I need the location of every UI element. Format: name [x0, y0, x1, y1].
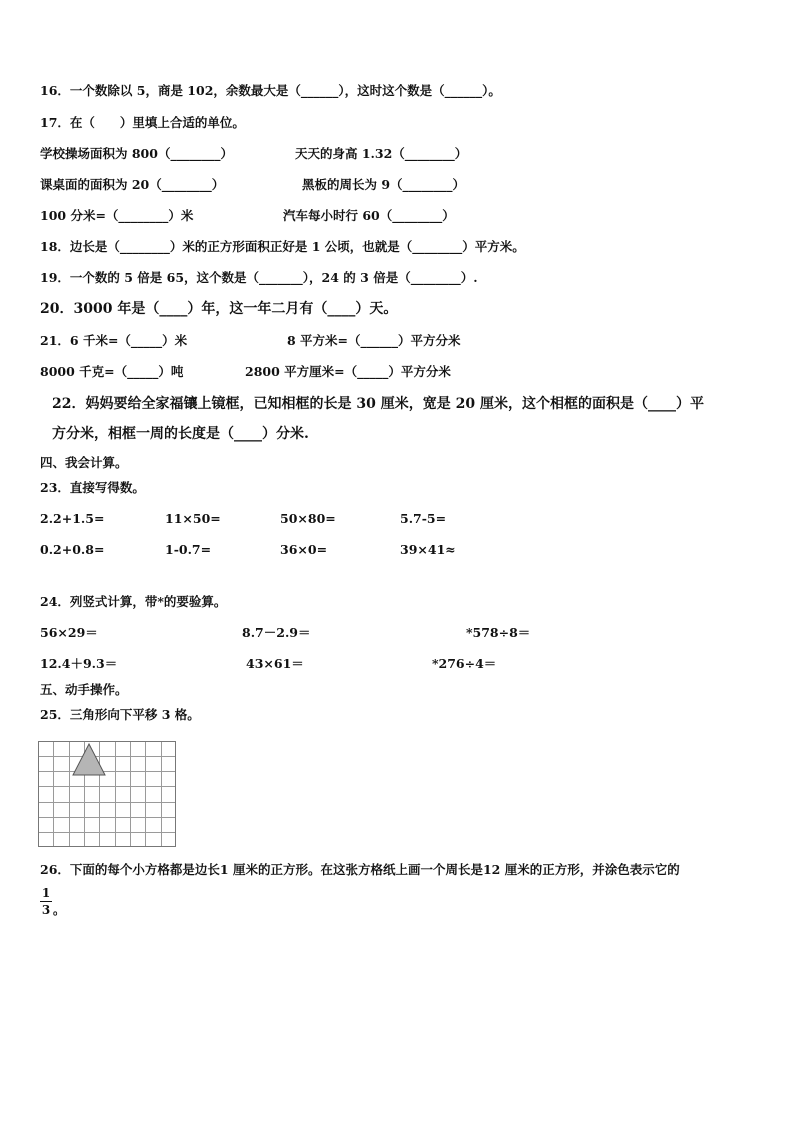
question-17-item: 课桌面的面积为 20（________）: [40, 177, 225, 192]
calc-item: 36×0=: [280, 542, 328, 557]
calc-item: 43×61＝: [246, 656, 304, 671]
calc-item: 8.7－2.9＝: [242, 625, 311, 640]
question-21-item: 2800 平方厘米=（_____）平方分米: [245, 364, 451, 379]
fraction-bar: [40, 901, 52, 902]
section-4-heading: 四、我会计算。: [40, 455, 128, 470]
fraction-one-third: [40, 886, 52, 917]
calc-item: 50×80=: [280, 511, 336, 526]
triangle-shape: [73, 744, 105, 775]
question-21-item: 8 平方米=（______）平方分米: [287, 333, 461, 348]
calc-item: 5.7-5=: [400, 511, 447, 526]
question-17-title: 17．在（ ）里填上合适的单位。: [40, 115, 245, 130]
question-17-item: 学校操场面积为 800（________）: [40, 146, 233, 161]
square-grid: [38, 741, 176, 847]
question-17-item: 黑板的周长为 9（________）: [302, 177, 466, 192]
question-25-title: 25．三角形向下平移 3 格。: [40, 707, 200, 722]
question-18: 18．边长是（________）米的正方形面积正好是 1 公顷，也就是（________）平方米。: [40, 239, 525, 254]
sentence-end: 。: [53, 903, 66, 917]
question-17-item: 汽车每小时行 60（________）: [283, 208, 455, 223]
question-22-line1: 22．妈妈要给全家福镶上镜框，已知相框的长是 30 厘米，宽是 20 厘米，这个相框的面积是（____）平: [52, 396, 704, 412]
question-20: 20．3000 年是（____）年，这一年二月有（____）天。: [40, 301, 398, 317]
calc-item: 1-0.7=: [165, 542, 212, 557]
section-5-heading: 五、动手操作。: [40, 682, 128, 697]
calc-item: *276÷4＝: [432, 656, 497, 671]
calc-item: 2.2+1.5=: [40, 511, 105, 526]
question-21-item: 8000 千克=（_____）吨: [40, 364, 184, 379]
question-16: 16．一个数除以 5，商是 102，余数最大是（______），这时这个数是（______）。: [40, 83, 501, 98]
calc-item: 39×41≈: [400, 542, 456, 557]
question-24-title: 24．列竖式计算，带*的要验算。: [40, 594, 227, 609]
fraction-numerator: 1: [41, 886, 51, 900]
question-23-title: 23．直接写得数。: [40, 480, 145, 495]
question-19: 19．一个数的 5 倍是 65，这个数是（_______），24 的 3 倍是（________）.: [40, 270, 478, 285]
grid-border: [39, 742, 176, 847]
calc-item: 11×50=: [165, 511, 221, 526]
question-26: 26．下面的每个小方格都是边长1 厘米的正方形。在这张方格纸上画一个周长是12 厘米的正方形，并涂色表示它的: [40, 862, 680, 877]
calc-item: 56×29＝: [40, 625, 98, 640]
calc-item: *578÷8＝: [466, 625, 531, 640]
question-17-item: 天天的身高 1.32（________）: [295, 146, 468, 161]
question-22-line2: 方分米，相框一周的长度是（____）分米.: [52, 426, 309, 442]
calc-item: 12.4＋9.3＝: [40, 656, 118, 671]
fraction-denominator: 3: [41, 903, 51, 917]
calc-item: 0.2+0.8=: [40, 542, 105, 557]
question-21-item: 21．6 千米=（_____）米: [40, 333, 188, 348]
question-17-item: 100 分米=（________）米: [40, 208, 194, 223]
